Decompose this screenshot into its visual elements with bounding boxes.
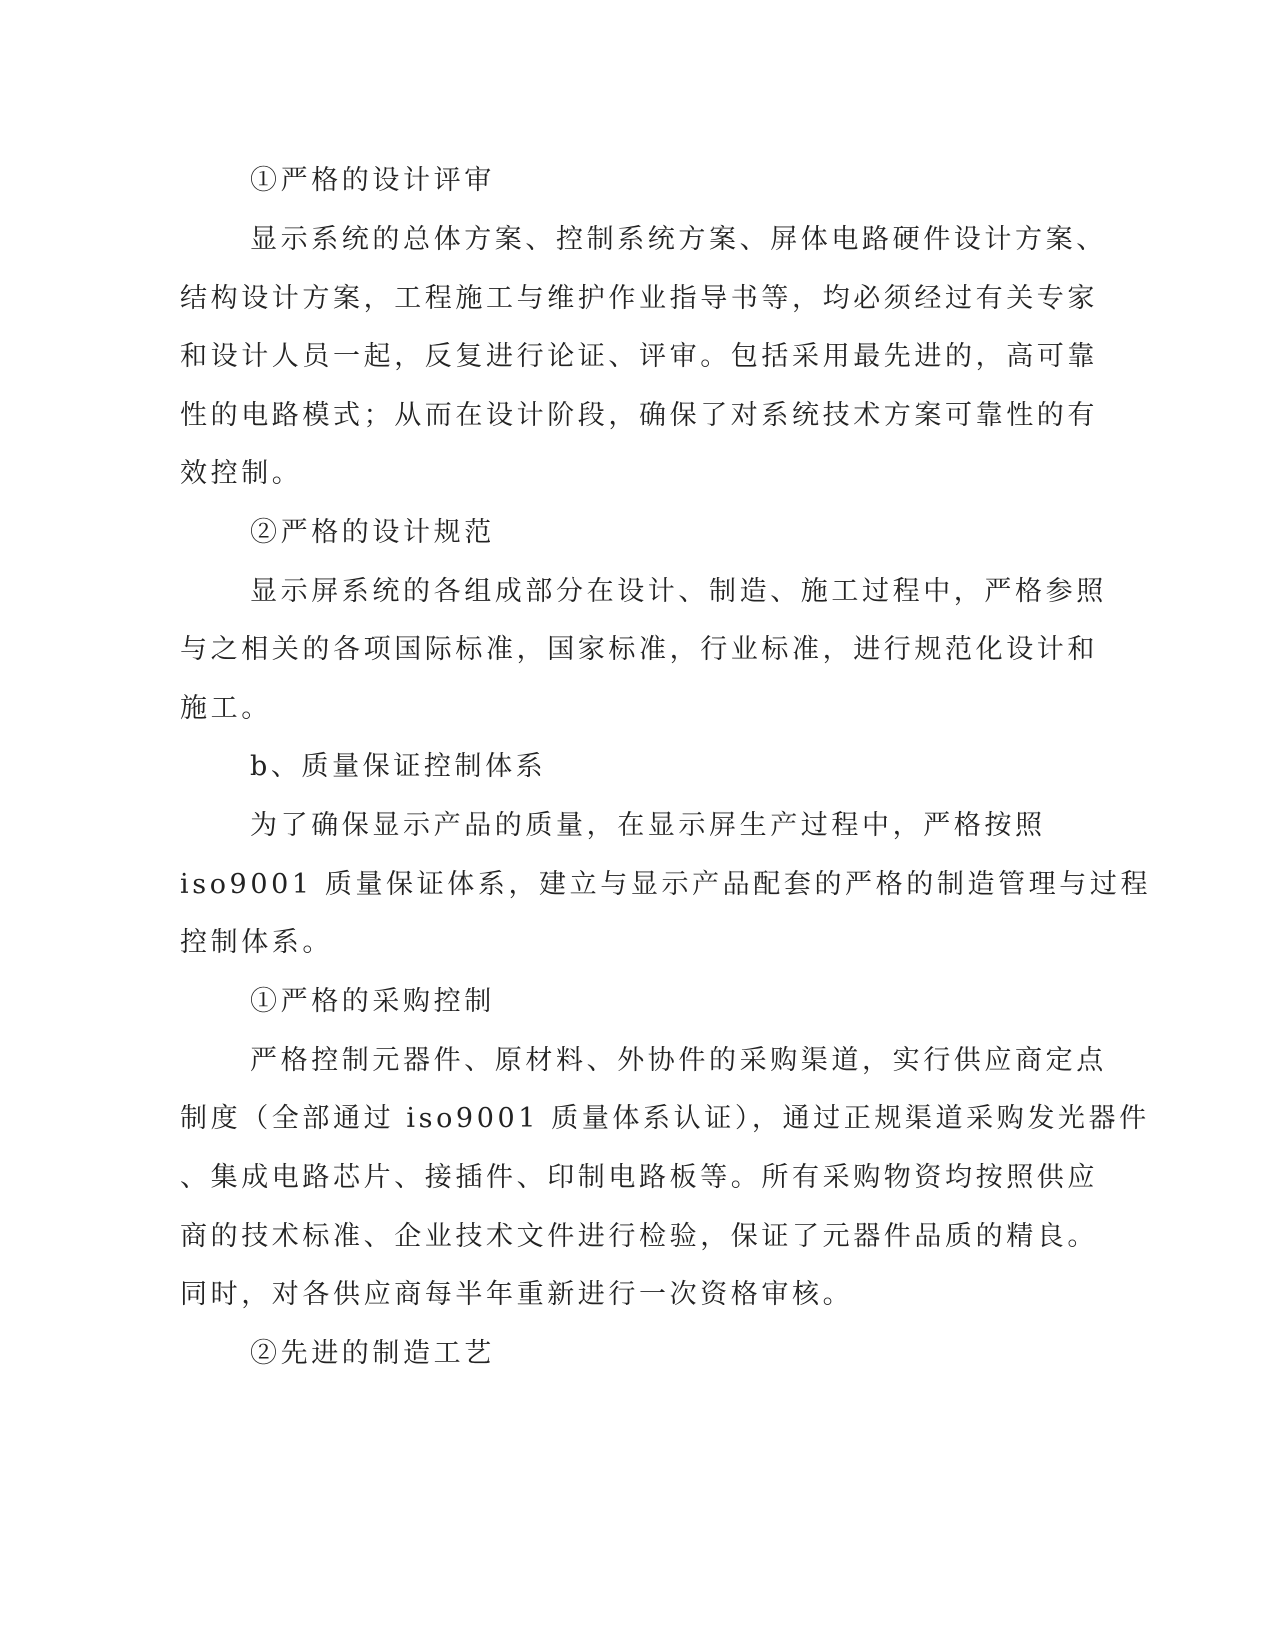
paragraph-line: 商的技术标准、企业技术文件进行检验，保证了元器件品质的精良。 — [180, 1221, 1098, 1252]
heading-design-review: ①严格的设计评审 — [250, 165, 495, 196]
paragraph-line: 同时，对各供应商每半年重新进行一次资格审核。 — [180, 1279, 854, 1310]
paragraph-line: 与之相关的各项国际标准，国家标准，行业标准，进行规范化设计和 — [180, 634, 1098, 665]
paragraph-line: 效控制。 — [180, 458, 303, 489]
paragraph-line: 显示屏系统的各组成部分在设计、制造、施工过程中，严格参照 — [250, 576, 1107, 607]
heading-manufacturing-process: ②先进的制造工艺 — [250, 1338, 495, 1369]
heading-quality-system: b、质量保证控制体系 — [250, 751, 547, 782]
heading-procurement-control: ①严格的采购控制 — [250, 986, 495, 1017]
paragraph-line: 施工。 — [180, 693, 272, 724]
heading-design-standards: ②严格的设计规范 — [250, 517, 495, 548]
paragraph-line: 控制体系。 — [180, 927, 333, 958]
paragraph-line: 显示系统的总体方案、控制系统方案、屏体电路硬件设计方案、 — [250, 224, 1107, 255]
paragraph-line: 性的电路模式；从而在设计阶段，确保了对系统技术方案可靠性的有 — [180, 400, 1098, 431]
paragraph-line: iso9001 质量保证体系，建立与显示产品配套的严格的制造管理与过程 — [180, 869, 1152, 900]
paragraph-line: 和设计人员一起，反复进行论证、评审。包括采用最先进的，高可靠 — [180, 341, 1098, 372]
paragraph-line: 制度（全部通过 iso9001 质量体系认证），通过正规渠道采购发光器件 — [180, 1103, 1150, 1134]
paragraph-line: 严格控制元器件、原材料、外协件的采购渠道，实行供应商定点 — [250, 1045, 1107, 1076]
paragraph-line: 为了确保显示产品的质量，在显示屏生产过程中，严格按照 — [250, 810, 1046, 841]
paragraph-line: 、集成电路芯片、接插件、印制电路板等。所有采购物资均按照供应 — [180, 1162, 1098, 1193]
paragraph-line: 结构设计方案，工程施工与维护作业指导书等，均必须经过有关专家 — [180, 283, 1098, 314]
